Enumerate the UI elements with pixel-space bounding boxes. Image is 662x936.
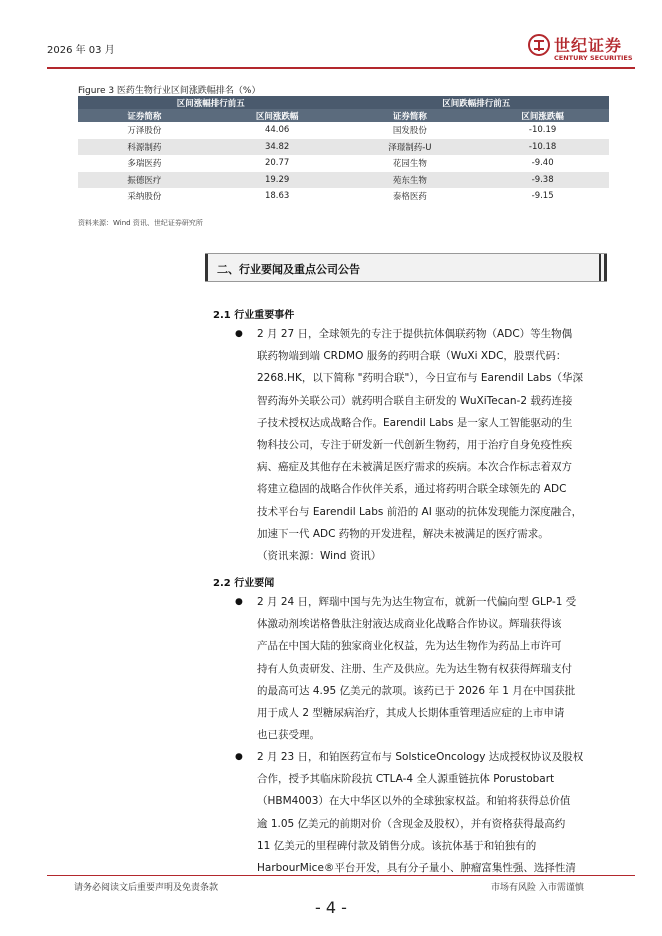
bullet-icon: ●	[235, 329, 243, 339]
group-header-rise: 区间涨幅排行前五	[78, 96, 344, 109]
paragraph-line: 2 月 23 日，和铂医药宣布与 SolsticeOncology 达成授权协议及股权	[257, 751, 584, 763]
paragraph-line: 将建立稳固的战略合作伙伴关系，通过将药明合联全球领先的 ADC	[257, 483, 567, 496]
paragraph-line: （HBM4003）在大中华区以外的全球独家权益。和铂将获得总价值	[257, 795, 571, 808]
logo-text-cn: 世纪证券	[554, 36, 623, 55]
table-cell: 34.82	[211, 139, 344, 156]
table-cell: 振德医疗	[78, 172, 211, 189]
news-paragraph	[257, 746, 603, 879]
table-cell: -9.15	[531, 191, 554, 202]
paragraph-line: 病、癌症及其他存在未被满足医疗需求的疾病。本次合作标志着双方	[257, 461, 572, 474]
table-cell: 国发股份	[392, 126, 427, 137]
table-cell: 20.77	[264, 158, 290, 169]
paragraph-line: 11 亿美元的里程碑付款及销售分成。该抗体基于和铂独有的	[257, 839, 537, 852]
table-cell: 多瑞医药	[127, 159, 162, 170]
column-header: 证券简称	[344, 109, 477, 122]
paragraph-line: 子技术授权达成战略合作。Earendil Labs 是一家人工智能驱动的生	[257, 416, 573, 429]
table-cell: 花园生物	[392, 159, 427, 170]
paragraph-line: 加速下一代 ADC 药物的开发进程，解决未被满足的医疗需求。	[257, 527, 549, 540]
paragraph-line: 的最高可达 4.95 亿美元的款项。该药已于 2026 年 1 月在中国获批	[257, 684, 576, 697]
table-row	[78, 172, 609, 189]
news-paragraph	[257, 323, 603, 567]
bullet-icon: ●	[235, 752, 243, 762]
table-cell: -10.18	[476, 139, 609, 156]
paragraph-line: 2 月 24 日，辉瑞中国与先为达生物宣布，就新一代偏向型 GLP-1 受	[257, 596, 577, 608]
section-bar-right	[599, 254, 601, 281]
paragraph-line: 体激动剂埃诺格鲁肽注射液达成商业化战略合作协议。辉瑞获得该	[257, 618, 562, 631]
paragraph-line: 也已获受理。	[257, 729, 320, 742]
table-cell: -10.19	[528, 125, 557, 136]
header-divider	[47, 67, 635, 69]
bullet-icon: ●	[235, 597, 243, 607]
footer-risk-note: 市场有风险 入市需谨慎	[491, 883, 584, 893]
figure-title: Figure 3 医药生物行业区间涨跌幅排名（%）	[78, 86, 261, 96]
paragraph-line: HarbourMice®平台开发，具有分子量小、肿瘤富集性强、选择性清	[257, 862, 576, 875]
paragraph-line: 2268.HK，以下简称 "药明合联"），今日宣布与 Earendil Labs（华深	[257, 372, 583, 385]
table-cell: 泰格医药	[392, 192, 427, 203]
report-date: 2026 年 03 月	[47, 45, 115, 56]
table-cell: -9.40	[531, 158, 554, 169]
paragraph-line: 2 月 27 日，全球领先的专注于提供抗体偶联药物（ADC）等生物偶	[257, 328, 573, 340]
paragraph-line: 物科技公司，专注于研发新一代创新生物药，用于治疗自身免疫性疾	[257, 439, 572, 452]
paragraph-line: 联药物端到端 CRDMO 服务的药明合联（WuXi XDC，股票代码：	[257, 350, 567, 363]
page-number: - 4 -	[315, 898, 347, 917]
news-source: （资讯来源：Wind 资讯）	[257, 550, 382, 563]
subsection-title: 2.2 行业要闻	[213, 578, 275, 589]
column-header: 区间涨跌幅	[211, 109, 344, 122]
paragraph-line: 持有人负责研发、注册、生产及供应。先为达生物有权获得辉瑞支付	[257, 662, 572, 675]
logo-mark-icon	[528, 34, 550, 56]
table-cell: 苑东生物	[344, 172, 477, 189]
logo-text-en: CENTURY SECURITIES	[554, 54, 633, 62]
table-row	[78, 122, 609, 139]
figure-source: 资料来源：Wind 资讯、世纪证券研究所	[78, 219, 203, 227]
footer-divider	[47, 875, 635, 876]
table-cell: 18.63	[264, 191, 290, 202]
table-cell: 万泽股份	[127, 126, 162, 137]
column-header: 证券简称	[78, 109, 211, 122]
paragraph-line: 技术平台与 Earendil Labs 前沿的 AI 驱动的抗体发现能力深度融合，	[257, 505, 583, 518]
group-header-fall: 区间跌幅排行前五	[344, 96, 610, 109]
table-row	[78, 188, 609, 205]
section-header	[205, 253, 607, 282]
table-cell: 采纳股份	[127, 192, 162, 203]
table-row	[78, 139, 609, 156]
table-cell: 泽璟制药-U	[344, 139, 477, 156]
paragraph-line: 用于成人 2 型糖尿病治疗，其成人长期体重管理适应症的上市申请	[257, 707, 565, 720]
table-cell: 科源制药	[78, 139, 211, 156]
table-cell: -9.38	[476, 172, 609, 189]
table-cell: 44.06	[264, 125, 290, 136]
paragraph-line: 智药海外关联公司）就药明合联自主研发的 WuXiTecan-2 载药连接	[257, 394, 573, 407]
section-bar-left	[205, 254, 208, 281]
news-paragraph	[257, 591, 603, 746]
footer-disclaimer: 请务必阅读文后重要声明及免责条款	[74, 883, 219, 893]
section-title: 二、行业要闻及重点公司公告	[217, 263, 360, 276]
table-row	[78, 155, 609, 172]
paragraph-line: 产品在中国大陆的独家商业化权益，先为达生物作为药品上市许可	[257, 640, 562, 653]
ranking-table	[78, 96, 609, 205]
subsection-title: 2.1 行业重要事件	[213, 310, 295, 321]
paragraph-line: 合作，授予其临床阶段抗 CTLA-4 全人源重链抗体 Porustobart	[257, 773, 555, 786]
section-bar-right	[604, 254, 607, 281]
column-header: 区间涨跌幅	[476, 109, 609, 122]
company-logo	[528, 33, 638, 65]
paragraph-line: 逾 1.05 亿美元的前期对价（含现金及股权），并有资格获得最高约	[257, 817, 566, 830]
table-cell: 19.29	[211, 172, 344, 189]
